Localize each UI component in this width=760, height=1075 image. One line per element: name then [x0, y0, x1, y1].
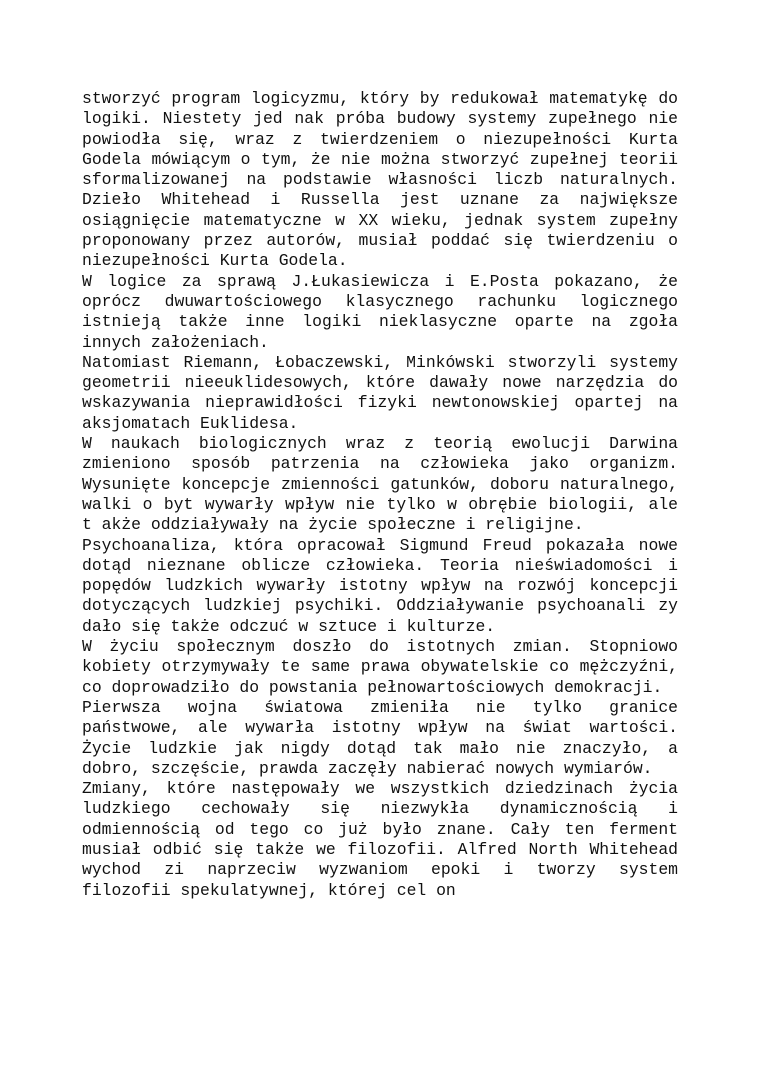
paragraph-world-war: Pierwsza wojna światowa zmieniła nie tylko granice państwowe, ale wywarła istotny wpływ na świat wartości. Życie ludzkie jak nigdy dotąd tak mało nie znaczyło, a dobro, szczęście, prawda zaczęły nabierać nowych wymiarów. — [82, 697, 678, 778]
paragraph-social-life: W życiu społecznym doszło do istotnych zmian. Stopniowo kobiety otrzymywały te same prawa obywatelskie co mężczyźni, co doprowadziło do powstania pełnowartościowych demokracji. — [82, 637, 678, 697]
paragraph-logicism: stworzyć program logicyzmu, który by redukował matematykę do logiki. Niestety jed nak próba budowy systemy zupełnego nie powiodła się, wraz z twierdzeniem o niezupełności Kurta Godela mówiącym o tym, że nie można stworzyć zupełnej teorii sformalizowanej na podstawie własności liczb naturalnych. Dzieło Whitehead i Russella jest uznane za największe osiągnięcie matematyczne w XX wieku, jednak system zupełny proponowany przez autorów, musiał poddać się twierdzeniu o niezupełności Kurta Godela. — [82, 89, 678, 271]
paragraph-biology: W naukach biologicznych wraz z teorią ewolucji Darwina zmieniono sposób patrzenia na człowieka jako organizm. Wysunięte koncepcje zmienności gatunków, doboru naturalnego, walki o byt wywarły wpływ nie tylko w obrębie biologii, ale t akże oddziaływały na życie społeczne i religijne. — [82, 434, 678, 535]
paragraph-geometry: Natomiast Riemann, Łobaczewski, Minkówski stworzyli systemy geometrii nieeuklidesowych, które dawały nowe narzędzia do wskazywania nieprawidłości fizyki newtonowskiej opartej na aksjomatach Euklidesa. — [82, 352, 678, 433]
paragraph-changes: Zmiany, które następowały we wszystkich dziedzinach życia ludzkiego cechowały się niezwykła dynamicznością i odmiennością od tego co już było znane. Cały ten ferment musiał odbić się także we filozofii. Alfred North Whitehead wychod zi naprzeciw wyzwaniom epoki i tworzy system filozofii spekulatywnej, której cel on — [82, 779, 678, 900]
paragraph-logic: W logice za sprawą J.Łukasiewicza i E.Posta pokazano, że oprócz dwuwartościowego klasycznego rachunku logicznego istnieją także inne logiki nieklasyczne oparte na zgoła innych założeniach. — [82, 271, 678, 352]
paragraph-psychoanalysis: Psychoanaliza, która opracował Sigmund Freud pokazała nowe dotąd nieznane oblicze człowieka. Teoria nieświadomości i popędów ludzkich wywarły istotny wpływ na rozwój koncepcji dotyczących ludzkiej psychiki. Oddziaływanie psychoanali zy dało się także odczuć w sztuce i kulturze. — [82, 535, 678, 636]
document-page — [82, 89, 678, 901]
